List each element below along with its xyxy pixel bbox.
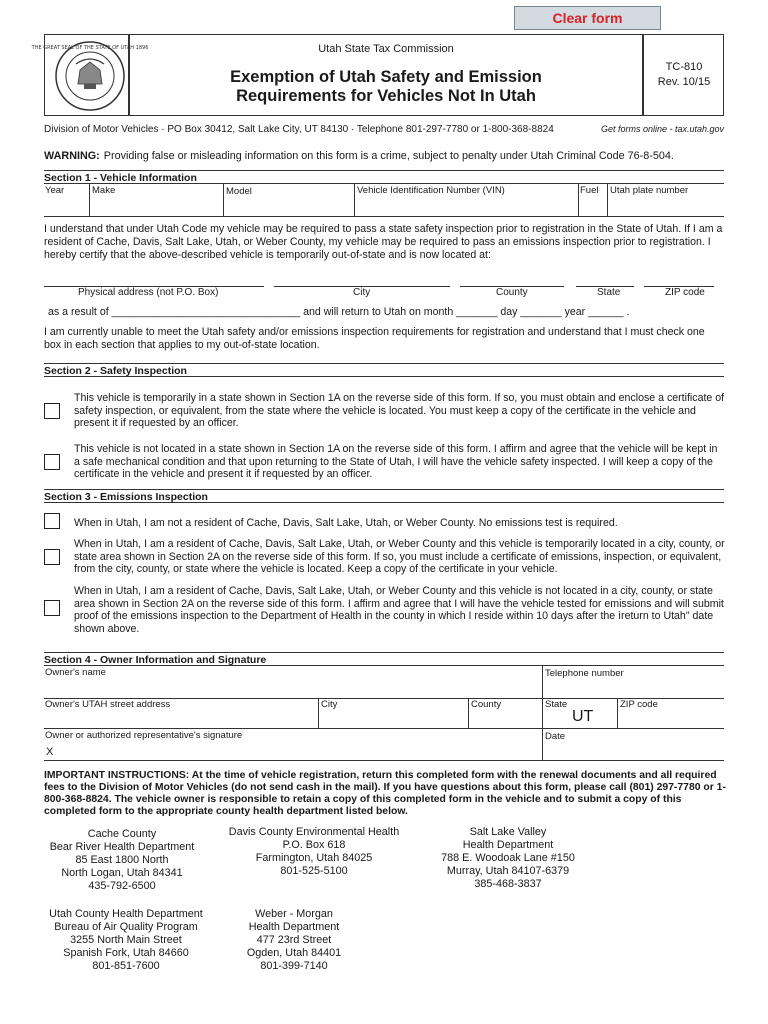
agency-name: Utah State Tax Commission	[318, 43, 454, 55]
date-field[interactable]: Date	[545, 731, 566, 742]
state-seal-icon	[31, 40, 149, 112]
unable-paragraph: I am currently unable to meet the Utah safety and/or emissions inspection requirements for registration and understand that I must check one box in each section that applies to my out-of-state location.	[44, 326, 705, 351]
divider	[607, 184, 608, 216]
emissions-option2-text: When in Utah, I am a resident of Cache, Davis, Salt Lake, Utah, or Weber County and this vehicle is temporarily located in a city, county, or state area shown in Section 2A on the reverse side of this form. If so, you must include a certificate of emissions, inspection, or equivalent, from the city, county, or state where the vehicle is located. Keep a copy of the certificate in your vehicle.	[74, 538, 725, 575]
zip-label: ZIP code	[665, 287, 705, 298]
certification-paragraph: I understand that under Utah Code my vehicle may be required to pass a state safety inspection prior to registration in the State of Utah. If I am a resident of Cache, Davis, Salt Lake, Utah, or Weber County, my vehicle may be required to pass an emissions inspection prior to registration. I hereby certify that the above-described vehicle is temporarily out-of-state and is now located at:	[44, 223, 723, 261]
address-utah-county: Utah County Health Department Bureau of Air Quality Program 3255 North Main Street Spanish Fork, Utah 84660 801-851-7600	[49, 908, 203, 972]
street-address-field[interactable]: Owner's UTAH street address	[45, 699, 171, 710]
important-instructions: IMPORTANT INSTRUCTIONS: At the time of vehicle registration, return this completed form with the renewal documents and all required fees to the Division of Motor Vehicles (do not send cash in the mail). If you have questions about this form, please call (801) 297-7780 or 1-800-368-8824. The vehicle owner is responsible to retain a copy of this completed form in the vehicle and to submit a copy of this completed form to the appropriate county health department listed below.	[44, 770, 726, 817]
telephone-field[interactable]: Telephone number	[545, 668, 624, 679]
signature-field[interactable]: X	[46, 746, 54, 758]
emissions-option1-text: When in Utah, I am not a resident of Cache, Davis, Salt Lake, Utah, or Weber County. No emissions test is required.	[74, 517, 618, 529]
address-salt-lake: Salt Lake Valley Health Department 788 E. Woodoak Lane #150 Murray, Utah 84107-6379 385-468-3837	[441, 826, 575, 890]
section4-heading: Section 4 - Owner Information and Signature	[44, 652, 724, 666]
owner-state-field[interactable]: UT	[572, 708, 594, 725]
divider	[223, 184, 224, 216]
divider	[542, 666, 543, 760]
safety-option2-checkbox[interactable]	[44, 454, 60, 470]
form-title: Exemption of Utah Safety and Emission Requirements for Vehicles Not In Utah	[230, 68, 542, 105]
owner-state-label: State	[545, 699, 568, 710]
divider	[468, 698, 469, 728]
signature-label: Owner or authorized representative's signature	[45, 730, 243, 741]
clear-form-button[interactable]: Clear form	[514, 6, 661, 30]
address-label: Physical address (not P.O. Box)	[78, 287, 219, 298]
plate-number-field[interactable]: Utah plate number	[610, 185, 689, 196]
emissions-option3-text: When in Utah, I am a resident of Cache, Davis, Salt Lake, Utah, or Weber County and this vehicle is not located in a city, county, or state area shown in Section 2A on the reverse side of this form. I affirm and agree that I will have the vehicle tested for emissions and will submit proof of the emissions inspection to the Department of Health in the county in which I reside within 10 days after the ìreturn to Utah" date shown above.	[74, 585, 724, 635]
vehicle-make-field[interactable]: Make	[92, 185, 116, 196]
divider	[44, 728, 724, 729]
safety-option1-checkbox[interactable]	[44, 403, 60, 419]
get-forms-link[interactable]: Get forms online - tax.utah.gov	[600, 124, 724, 134]
city-label: City	[353, 287, 371, 298]
vin-field[interactable]: Vehicle Identification Number (VIN)	[357, 185, 505, 196]
address-cache-county: Cache County Bear River Health Department 85 East 1800 North North Logan, Utah 84341 435-792-6500	[49, 828, 195, 892]
divider	[44, 216, 724, 217]
safety-option1-text: This vehicle is temporarily in a state shown in Section 1A on the reverse side of this form. If so, you must obtain and enclose a certificate of safety inspection, or equivalent, from the state where the vehicle is located. You must keep a copy of the certificate in the vehicle and present it if requested by an officer.	[74, 392, 725, 429]
divider	[44, 760, 724, 761]
divider	[354, 184, 355, 216]
section2-heading: Section 2 - Safety Inspection	[44, 363, 724, 377]
owner-zip-field[interactable]: ZIP code	[620, 699, 658, 710]
state-label: State	[597, 287, 621, 298]
section1-heading: Section 1 - Vehicle Information	[44, 170, 724, 184]
emissions-option1-checkbox[interactable]	[44, 513, 60, 529]
divider	[578, 184, 579, 216]
owner-city-field[interactable]: City	[321, 699, 338, 710]
fuel-field[interactable]: Fuel	[580, 185, 599, 196]
division-contact: Division of Motor Vehicles · PO Box 30412, Salt Lake City, UT 84130 · Telephone 801-297-7780 or 1-800-368-8824	[44, 124, 554, 135]
emissions-option3-checkbox[interactable]	[44, 600, 60, 616]
owner-county-field[interactable]: County	[471, 699, 502, 710]
county-label: County	[496, 287, 528, 298]
address-davis-county: Davis County Environmental Health P.O. Box 618 Farmington, Utah 84025 801-525-5100	[228, 826, 400, 877]
seal-text: THE GREAT SEAL OF THE STATE OF UTAH 1896	[31, 45, 149, 51]
return-date-line[interactable]: as a result of ________________________________ and will return to Utah on month _______ day _______ year ______ .	[48, 306, 630, 318]
safety-option2-text: This vehicle is not located in a state shown in Section 1A on the reverse side of this form. I affirm and agree that the vehicle will be kept in a safe mechanical condition and that upon returning to the State of Utah, I will have the vehicle safety inspected. I will keep a copy of the certificate in the vehicle and present it if requested by an officer.	[74, 443, 718, 480]
form-number: TC-810 Rev. 10/15	[657, 61, 711, 88]
section3-heading: Section 3 - Emissions Inspection	[44, 489, 724, 503]
warning-text: WARNING: Providing false or misleading information on this form is a crime, subject to penalty under Utah Criminal Code 76-8-504.	[44, 150, 674, 162]
emissions-option2-checkbox[interactable]	[44, 549, 60, 565]
divider	[89, 184, 90, 216]
divider	[617, 698, 618, 728]
divider	[318, 698, 319, 728]
address-weber-morgan: Weber - Morgan Health Department 477 23rd Street Ogden, Utah 84401 801-399-7140	[246, 908, 342, 972]
owner-name-field[interactable]: Owner's name	[45, 667, 106, 678]
vehicle-model-field[interactable]: Model	[226, 186, 252, 197]
vehicle-year-field[interactable]: Year	[45, 185, 65, 196]
